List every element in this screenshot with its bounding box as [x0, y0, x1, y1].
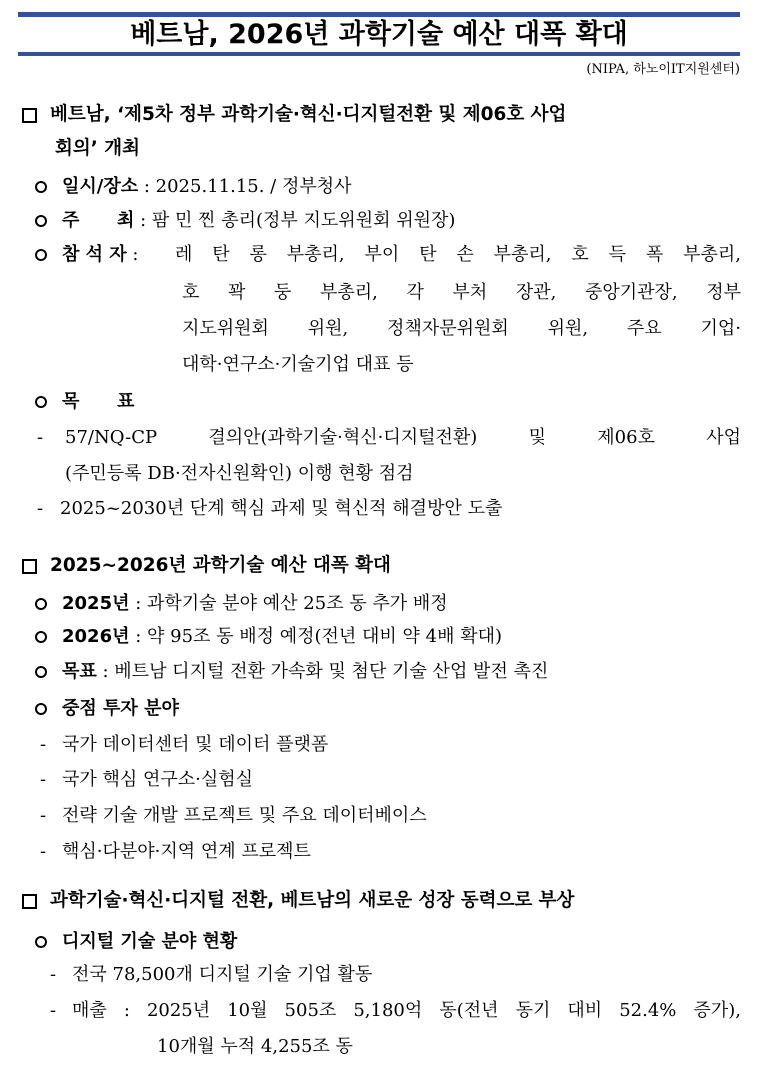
budget-2026-value: 약 95조 동 배정 예정(전년 대비 약 4배 확대)	[147, 626, 503, 647]
host-row: 주 최 : 팜 민 찐 총리(정부 지도위원회 위원장)	[62, 210, 456, 231]
attendees-line: 대학·연구소·기술기업 대표 등	[182, 354, 414, 375]
bullet-circle-icon	[35, 181, 47, 193]
goal-item-cont: (주민등록 DB·전자신원확인) 이행 현황 점검	[65, 463, 414, 484]
dash-bullet: -	[40, 841, 47, 862]
bullet-circle-icon	[35, 631, 47, 643]
host-value: 팜 민 찐 총리(정부 지도위원회 위원장)	[151, 210, 456, 231]
section2-heading: 2025~2026년 과학기술 예산 대폭 확대	[50, 555, 391, 576]
focus-item: 핵심·다분야·지역 연계 프로젝트	[62, 841, 311, 862]
bullet-circle-icon	[35, 396, 47, 408]
budget-goal-row: 목표 : 베트남 디지털 전환 가속화 및 첨단 기술 산업 발전 촉진	[62, 661, 549, 682]
attendees-line: 지도위원회 위원, 정책자문위원회 위원, 주요 기업·	[182, 318, 741, 339]
status-label: 디지털 기술 분야 현황	[62, 931, 238, 952]
source-note: (NIPA, 하노이IT지원센터)	[586, 62, 740, 77]
dash-bullet: -	[40, 734, 47, 755]
goal-item: 2025~2030년 단계 핵심 과제 및 혁신적 해결방안 도출	[60, 498, 503, 519]
dash-bullet: -	[37, 427, 44, 448]
bullet-circle-icon	[35, 936, 47, 948]
attendees-row: 참 석 자 :	[62, 244, 139, 265]
section3-heading: 과학기술·혁신·디지털 전환, 베트남의 새로운 성장 동력으로 부상	[50, 890, 575, 911]
goal-label: 목 표	[62, 391, 135, 412]
attendees-label: 참 석 자	[62, 244, 127, 265]
date-place-row: 일시/장소 : 2025.11.15. / 정부청사	[62, 176, 352, 197]
dash-bullet: -	[50, 964, 57, 985]
section-checkbox-icon	[22, 108, 37, 123]
bullet-circle-icon	[35, 598, 47, 610]
page-title: 베트남, 2026년 과학기술 예산 대폭 확대	[130, 19, 628, 50]
section-checkbox-icon	[22, 559, 37, 574]
bullet-circle-icon	[35, 249, 47, 261]
attendees-line: 레 탄 롱 부총리, 부이 탄 손 부총리, 호 득 폭 부총리,	[175, 244, 741, 265]
focus-item: 국가 데이터센터 및 데이터 플랫폼	[62, 734, 329, 755]
title-bottom-rule	[18, 52, 740, 56]
dash-bullet: -	[40, 805, 47, 826]
host-label: 주 최	[62, 210, 135, 231]
section1-heading-cont: 회의’ 개최	[55, 138, 140, 159]
budget-2026-row: 2026년 : 약 95조 동 배정 예정(전년 대비 약 4배 확대)	[62, 626, 503, 647]
focus-item: 국가 핵심 연구소·실험실	[62, 769, 254, 790]
status-item: 매출 : 2025년 10월 505조 5,180억 동(전년 동기 대비 52.4% 증가),	[72, 1000, 741, 1021]
status-item: 전국 78,500개 디지털 기술 기업 활동	[72, 964, 373, 985]
goal-item: 57/NQ-CP 결의안(과학기술·혁신·디지털전환) 및 제06호 사업	[65, 427, 741, 448]
budget-2025-row: 2025년 : 과학기술 분야 예산 25조 동 추가 배정	[62, 593, 448, 614]
budget-goal-value: 베트남 디지털 전환 가속화 및 첨단 기술 산업 발전 촉진	[114, 661, 549, 682]
status-item-cont: 10개월 누적 4,255조 동	[157, 1036, 353, 1057]
section1-heading: 베트남, ‘제5차 정부 과학기술·혁신·디지털전환 및 제06호 사업	[50, 104, 567, 125]
bullet-circle-icon	[35, 215, 47, 227]
section-checkbox-icon	[22, 894, 37, 909]
dash-bullet: -	[40, 769, 47, 790]
attendees-line: 호 꽉 둥 부총리, 각 부처 장관, 중앙기관장, 정부	[182, 282, 741, 303]
focus-label: 중점 투자 분야	[62, 698, 179, 719]
bullet-circle-icon	[35, 666, 47, 678]
budget-goal-label: 목표	[62, 661, 97, 682]
date-place-value: 2025.11.15. / 정부청사	[155, 176, 352, 197]
budget-2025-value: 과학기술 분야 예산 25조 동 추가 배정	[147, 593, 448, 614]
date-place-label: 일시/장소	[62, 176, 139, 197]
dash-bullet: -	[37, 498, 44, 519]
budget-2025-label: 2025년	[62, 593, 130, 614]
dash-bullet: -	[50, 1000, 57, 1021]
focus-item: 전략 기술 개발 프로젝트 및 주요 데이터베이스	[62, 805, 427, 826]
bullet-circle-icon	[35, 703, 47, 715]
budget-2026-label: 2026년	[62, 626, 130, 647]
